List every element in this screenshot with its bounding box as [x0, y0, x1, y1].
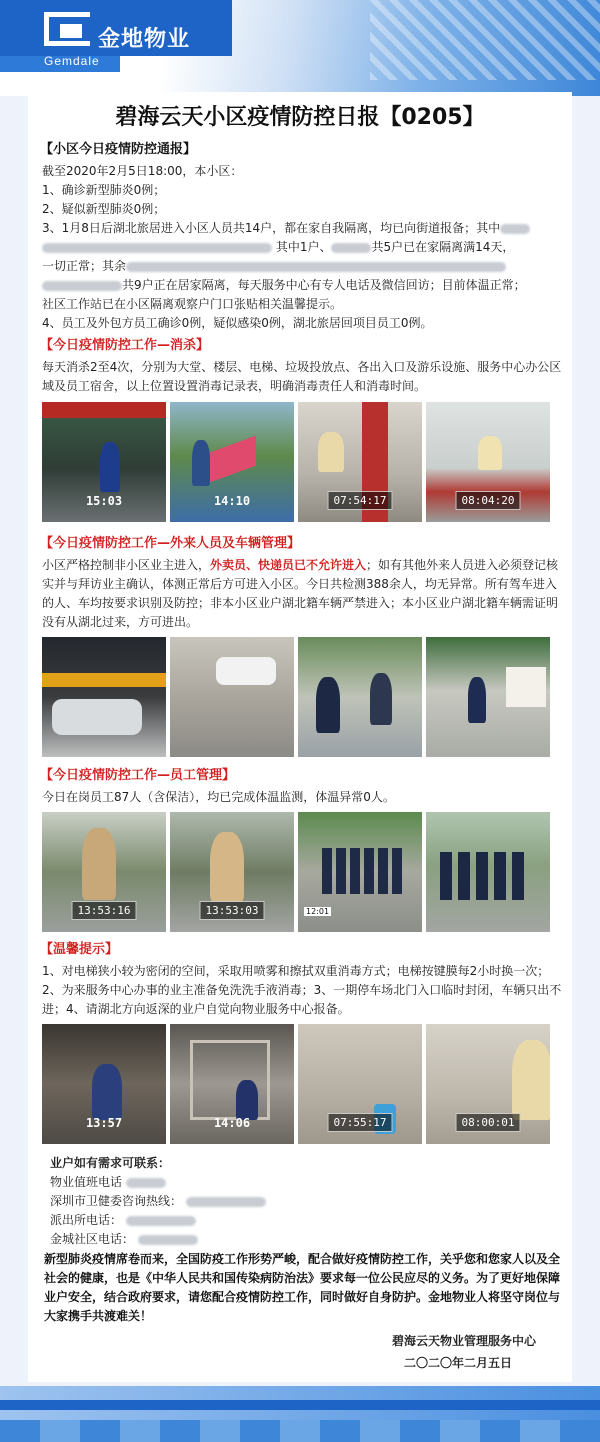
worker-figure: [92, 1064, 122, 1120]
worker-figure: [478, 436, 502, 470]
tips-photo: [298, 1024, 422, 1144]
staff-photo-row: [42, 812, 550, 932]
visitors-photo: [170, 637, 294, 757]
redacted-block: [126, 1216, 196, 1226]
redacted-block: [42, 243, 272, 253]
redacted-block: [126, 262, 506, 272]
photo-timestamp: 13:57: [85, 1116, 123, 1130]
photo-timestamp: 14:06: [213, 1116, 251, 1130]
photo-banner: [42, 402, 166, 418]
tips-photo: [426, 1024, 550, 1144]
worker-figure: [512, 1040, 550, 1120]
photo-timestamp: 07:55:17: [328, 1113, 393, 1132]
elevator-door: [190, 1040, 270, 1120]
bulletin-item-3-part-c: 共5户已在家隔离满14天，: [371, 240, 515, 254]
tips-text: 1、对电梯狭小较为密闭的空间，采取用喷雾和擦拭双重消毒方式；电梯按键膜每2小时换一次；2、为来服务中心办事的业主准备免洗洗手液消毒；3、一期停车场北门入口临时封闭，车辆只出不进；4、请湖北方向返深的业户自觉向物业服务中心报备。: [42, 964, 562, 1016]
photo-timestamp: 08:00:01: [456, 1113, 521, 1132]
redacted-block: [42, 281, 122, 291]
brand-name-en: Gemdale: [44, 54, 100, 68]
staff-photo: [42, 812, 166, 932]
signature-org: 碧海云天物业管理服务中心: [391, 1334, 536, 1348]
car-shape: [52, 699, 142, 735]
tips-heading: 【温馨提示】: [40, 942, 119, 957]
bulletin-item-3-part-d: 一切正常；其余: [42, 259, 127, 273]
visitors-text: [42, 556, 562, 632]
bulletin-item-2: 2、疑似新型肺炎0例；: [42, 202, 166, 216]
contact-item: [50, 1192, 266, 1211]
staff-text: 今日在岗员工87人（含保洁），均已完成体温监测，体温异常0人。: [42, 790, 395, 804]
report-panel: [28, 92, 572, 1382]
brand-name-cn: 金地物业: [98, 27, 191, 52]
bulletin-intro: 截至2020年2月5日18:00，本小区：: [42, 164, 243, 178]
gate-barrier: [42, 673, 166, 687]
bulletin-item-3-part-e: 共9户正在居家隔离，每天服务中心有专人电话及微信回访；目前体温正常；: [122, 278, 526, 292]
closing-statement: 新型肺炎疫情席卷而来，全国防疫工作形势严峻，配合做好疫情防控工作，关乎您和您家人以及全社会的健康，也是《中华人民共和国传染病防治法》要求每一位公民应尽的义务。为了更好地保障业户安全，结合政府要求，请您配合疫情防控工作，同时做好自身防护。金地物业人将坚守岗位与大家携手共渡难关！: [44, 1252, 561, 1323]
contact-item: [50, 1211, 266, 1230]
staff-photo: [298, 812, 422, 932]
bulletin-heading: 【小区今日疫情防控通报】: [40, 142, 197, 157]
car-shape: [216, 657, 276, 685]
visitors-photo: [42, 637, 166, 757]
tips-photo: [42, 1024, 166, 1144]
photo-timestamp: 13:53:03: [200, 901, 265, 920]
contact-label: 物业值班电话: [50, 1175, 123, 1189]
worker-figure: [100, 442, 120, 492]
disinfect-photo: [170, 402, 294, 522]
visitors-text-a: 小区严格控制非小区业主进入，: [42, 558, 211, 572]
visitors-photo: [426, 637, 550, 757]
worker-figure: [192, 440, 210, 486]
disinfect-photo-row: [42, 402, 550, 522]
visitors-text-b: ；如有其他外来人员进入必须登记核实并与拜访业主确认，体测正常后方可进入小区。今日共检测388余人，均无异常。所有驾车进入的人、车均按要求识别及防控；非本小区业户湖北籍车辆严禁进入；本小区业户湖北籍车辆需证明没有从湖北过来，方可进出。: [42, 558, 559, 629]
contact-item: [50, 1173, 266, 1192]
photo-timestamp: 15:03: [85, 494, 123, 508]
redacted-block: [500, 224, 530, 234]
footer-stripes: [0, 1420, 600, 1442]
booth-shape: [506, 667, 546, 707]
bulletin-body: [42, 162, 562, 333]
bulletin-item-3-part-a: 3、1月8日后湖北旅居进入小区人员共14户，都在家自我隔离，均已向街道报备；其中: [42, 221, 501, 235]
staff-figure: [82, 828, 116, 900]
staff-figure: [210, 832, 244, 902]
disinfect-photo: [298, 402, 422, 522]
visitors-heading: 【今日疫情防控工作—外来人员及车辆管理】: [40, 536, 301, 551]
contact-item: [50, 1230, 266, 1249]
bulletin-item-1: 1、确诊新型肺炎0例；: [42, 183, 166, 197]
staff-photo: [426, 812, 550, 932]
footer-band: [0, 1400, 600, 1410]
contact-label: 深圳市卫健委咨询热线：: [50, 1194, 183, 1208]
tips-photo: [170, 1024, 294, 1144]
guard-figure: [316, 677, 340, 733]
visitors-photo-row: [42, 637, 550, 757]
contact-label: 金城社区电话：: [50, 1232, 135, 1246]
contacts-block: [50, 1154, 266, 1249]
bulletin-item-3: [42, 219, 562, 314]
photo-timestamp: 12:01: [306, 907, 330, 916]
contact-label: 派出所电话：: [50, 1213, 123, 1227]
header-stripes: [370, 0, 600, 80]
disinfect-photo: [426, 402, 550, 522]
gemdale-logo-inner-icon: [60, 24, 82, 38]
resident-figure: [370, 673, 392, 725]
bulletin-item-3-part-f: 社区工作站已在小区隔离观察户门口张贴相关温馨提示。: [42, 297, 343, 311]
redacted-block: [331, 243, 371, 253]
redacted-block: [186, 1197, 266, 1207]
photo-timestamp: 14:10: [213, 494, 251, 508]
bulletin-item-4: 4、员工及外包方员工确诊0例，疑似感染0例，湖北旅居回项目员工0例。: [42, 316, 433, 330]
staff-lineup: [322, 848, 402, 894]
visitors-photo: [298, 637, 422, 757]
slide-shape: [210, 436, 256, 483]
disinfect-heading: 【今日疫情防控工作—消杀】: [40, 338, 210, 353]
photo-timestamp: 07:54:17: [328, 491, 393, 510]
visitors-text-red: 外卖员、快递员已不允许进入: [210, 558, 367, 572]
header-banner: [0, 0, 600, 96]
guard-figure: [468, 677, 486, 723]
disinfect-text: 每天消杀2至4次，分别为大堂、楼层、电梯、垃圾投放点、各出入口及游乐设施、服务中心办公区域及员工宿舍，以上位置设置消毒记录表，明确消毒责任人和消毒时间。: [42, 360, 562, 393]
photo-timestamp: 13:53:16: [72, 901, 137, 920]
staff-lineup: [440, 852, 530, 900]
staff-photo: [170, 812, 294, 932]
staff-heading: 【今日疫情防控工作—员工管理】: [40, 768, 236, 783]
redacted-block: [138, 1235, 198, 1245]
page-title: 碧海云天小区疫情防控日报【0205】: [115, 105, 485, 130]
worker-figure: [318, 432, 344, 472]
redacted-block: [126, 1178, 166, 1188]
bulletin-item-3-part-b: 其中1户、: [275, 240, 332, 254]
tips-photo-row: [42, 1024, 550, 1144]
signature-date: 二〇二〇年二月五日: [403, 1356, 512, 1370]
photo-timestamp: 08:04:20: [456, 491, 521, 510]
contacts-heading: 业户如有需求可联系：: [50, 1156, 171, 1170]
disinfect-photo: [42, 402, 166, 522]
